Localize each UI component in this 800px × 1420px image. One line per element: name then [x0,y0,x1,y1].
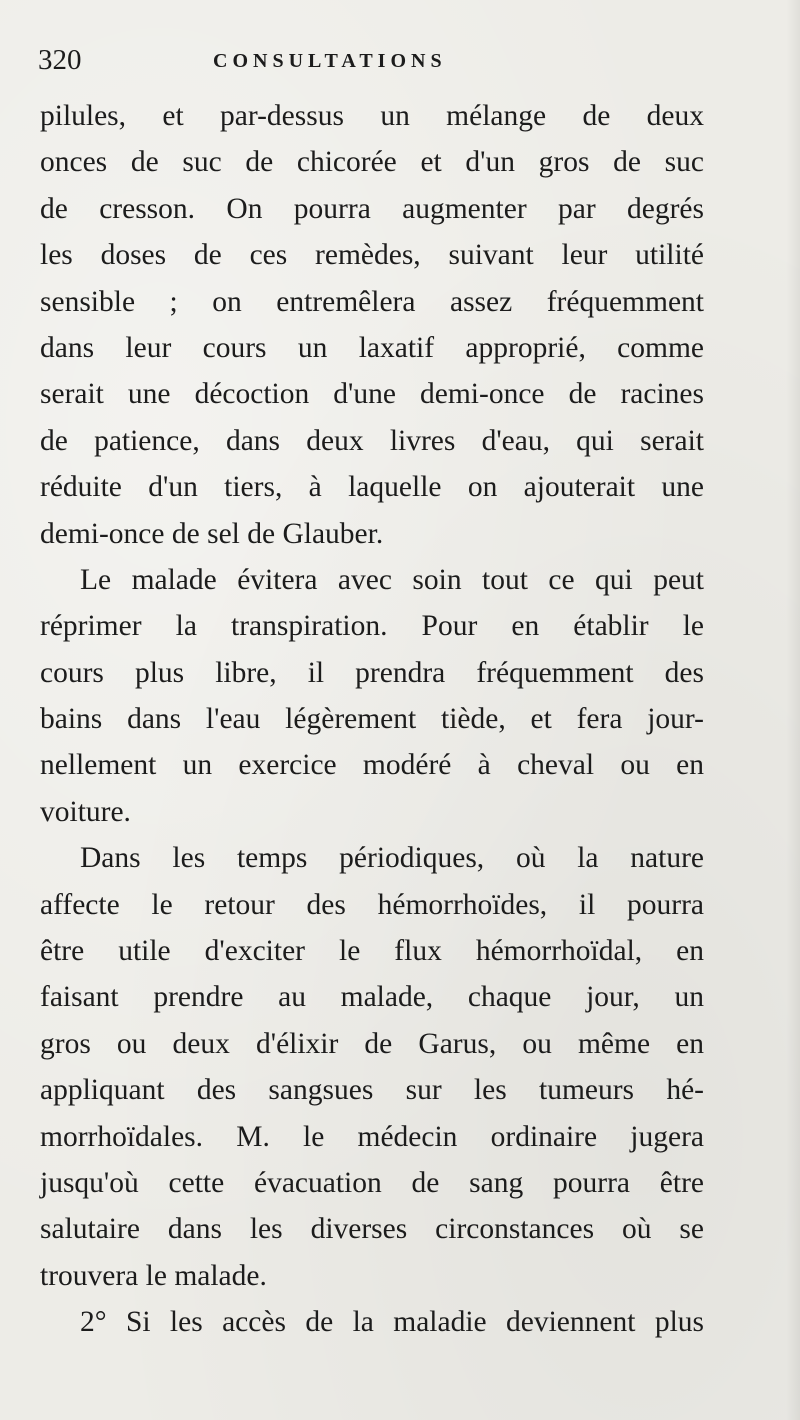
text-line: gros ou deux d'élixir de Garus, ou même en [40,1027,704,1060]
text-line: affecte le retour des hémorrhoïdes, il pourra [40,888,704,921]
text-line: les doses de ces remèdes, suivant leur utilité [40,239,704,272]
text-line: serait une décoction d'une demi-once de racines [40,378,704,411]
text-line: onces de suc de chicorée et d'un gros de suc [40,146,704,179]
text-line: pilules, et par-dessus un mélange de deux [40,100,704,132]
paragraph-start-line: Dans les temps périodiques, où la nature [80,842,704,875]
text-line: faisant prendre au malade, chaque jour, un [40,981,704,1014]
text-line: réprimer la transpiration. Pour en établir le [40,610,704,643]
text-line: salutaire dans les diverses circonstances où se [40,1213,704,1246]
text-line: réduite d'un tiers, à laquelle on ajouterait une [40,471,704,504]
text-line: être utile d'exciter le flux hémorrhoïdal, en [40,935,704,968]
paragraph-end-line: trouvera le malade. [40,1259,267,1292]
paragraph-end-line: demi-once de sel de Glauber. [40,517,384,550]
text-line: jusqu'où cette évacuation de sang pourra être [40,1166,704,1199]
text-line: nellement un exercice modéré à cheval ou en [40,749,704,782]
text-line: de cresson. On pourra augmenter par degrés [40,192,704,225]
paragraph-end-line: voiture. [40,795,131,828]
paragraph-start-line: Le malade évitera avec soin tout ce qui peut [80,563,704,596]
text-line: appliquant des sangsues sur les tumeurs hé- [40,1074,704,1107]
text-line: de patience, dans deux livres d'eau, qui serait [40,424,704,457]
text-line: bains dans l'eau légèrement tiède, et fera jour- [40,703,704,736]
page-edge-shadow [786,0,800,1420]
body-text [40,93,704,1346]
page-number: 320 [38,44,82,76]
text-line: morrhoïdales. M. le médecin ordinaire jugera [40,1120,704,1153]
paragraph-start-line: 2° Si les accès de la maladie deviennent plus [80,1306,704,1339]
text-line: cours plus libre, il prendra fréquemment des [40,656,704,689]
page-header [38,44,718,84]
text-line: sensible ; on entremêlera assez fréquemment [40,285,704,318]
text-line: dans leur cours un laxatif approprié, comme [40,331,704,364]
running-head: CONSULTATIONS [213,50,447,72]
